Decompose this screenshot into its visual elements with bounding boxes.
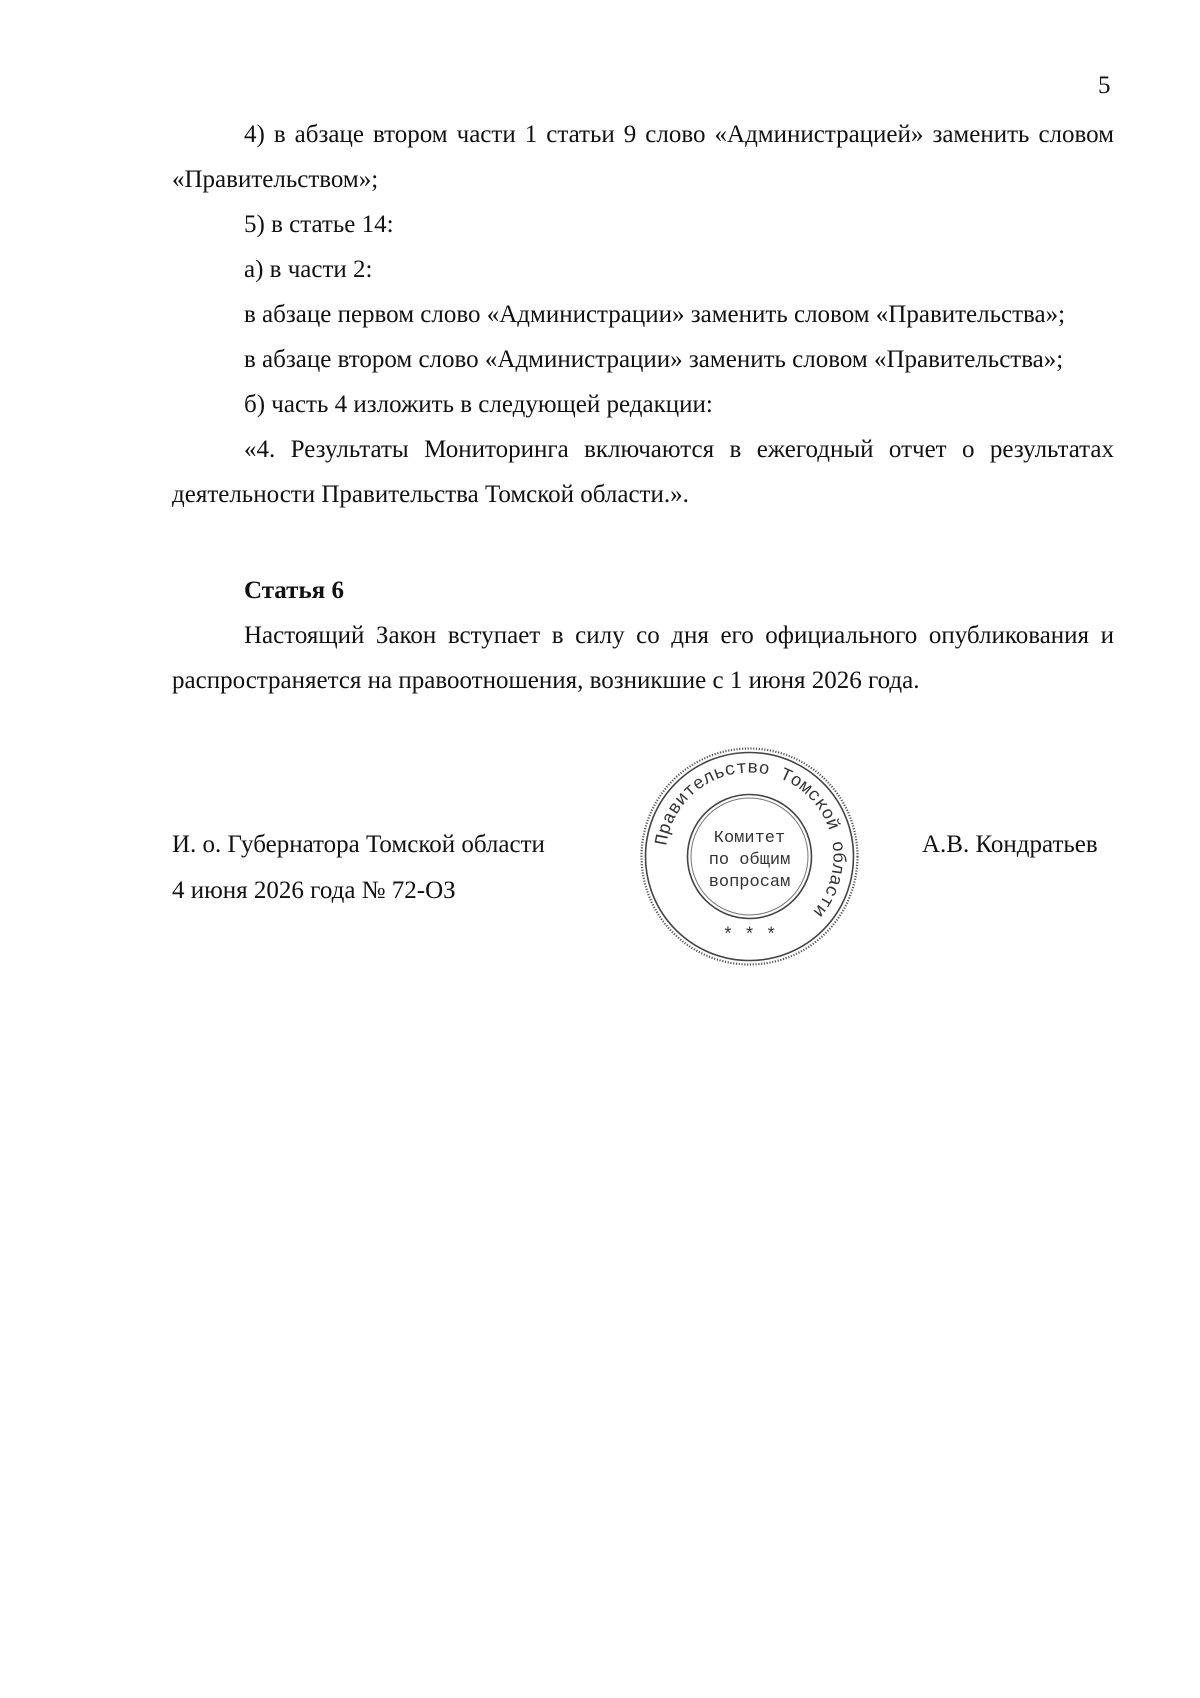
law-date-number: 4 июня 2026 года № 72-ОЗ — [172, 877, 456, 904]
signatory-position: И. о. Губернатора Томской области — [172, 831, 545, 858]
seal-inner-line-1: Комитет — [713, 829, 786, 848]
seal-outer-text: Правительство Томской области — [652, 758, 848, 921]
seal-stars: * * * — [722, 926, 777, 946]
article-6-block — [172, 568, 1114, 703]
page-number: 5 — [1098, 72, 1111, 99]
article-text: Настоящий Закон вступает в силу со дня его официального опубликования и распространяется на правоотношения, возникшие с 1 июня 2026 года. — [172, 622, 1114, 694]
official-seal — [637, 744, 862, 969]
paragraph-subitem-b: б) часть 4 изложить в следующей редакции: — [244, 391, 713, 418]
amendments-block — [172, 112, 1114, 517]
seal-inner-line-3: вопросам — [708, 873, 791, 892]
paragraph-part-4-text: «4. Результаты Мониторинга включаются в ежегодный отчет о результатах деятельности Правительства Томской области.». — [172, 436, 1114, 508]
signature-block — [172, 822, 545, 914]
seal-graphic — [637, 744, 862, 969]
paragraph-subitem-a: а) в части 2: — [244, 256, 373, 283]
signatory-name: А.В. Кондратьев — [922, 831, 1098, 858]
paragraph-first-abzac: в абзаце первом слово «Администрации» заменить словом «Правительства»; — [244, 301, 1066, 328]
paragraph-second-abzac: в абзаце втором слово «Администрации» заменить словом «Правительства»; — [244, 346, 1064, 373]
paragraph-item-4: 4) в абзаце втором части 1 статьи 9 слово «Администрацией» заменить словом «Правительством»; — [172, 121, 1114, 193]
seal-inner-line-2: по общим — [708, 851, 791, 870]
article-heading: Статья 6 — [244, 577, 344, 604]
paragraph-item-5: 5) в статье 14: — [244, 211, 394, 238]
